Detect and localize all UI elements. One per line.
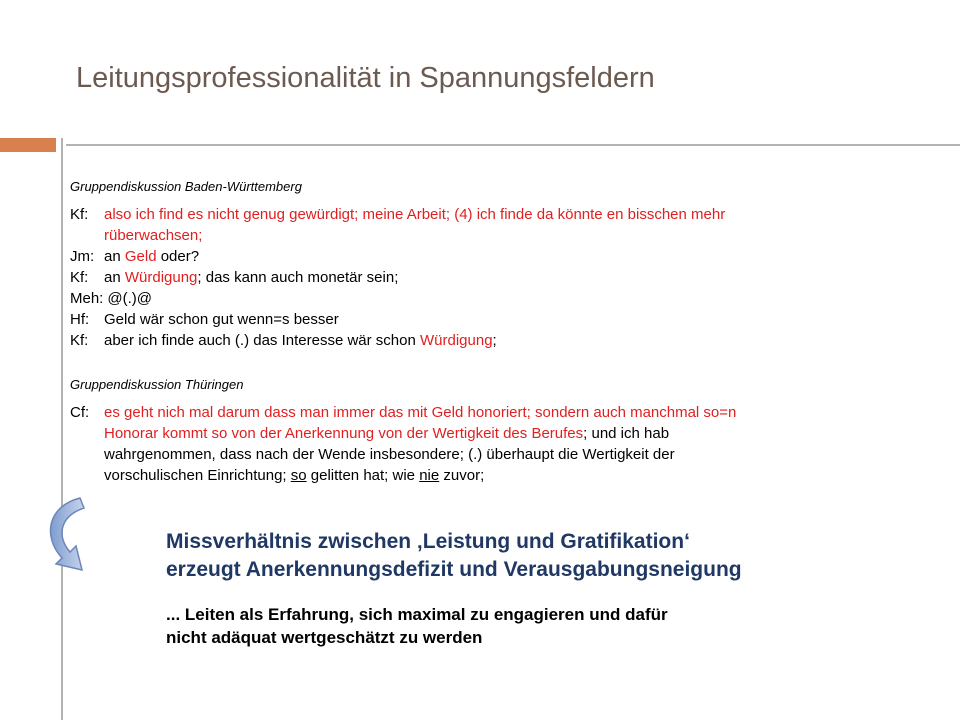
highlight-text: Würdigung bbox=[124, 269, 198, 286]
underlined-text: nie bbox=[419, 467, 440, 484]
transcript-line bbox=[70, 246, 930, 267]
transcript-line bbox=[70, 288, 930, 309]
section-heading: Gruppendiskussion Baden-Württemberg bbox=[70, 179, 302, 194]
vertical-divider bbox=[61, 138, 63, 720]
speaker-label: Kf: bbox=[70, 269, 89, 286]
quote-text: aber ich finde auch (.) das Interesse wär schon bbox=[104, 332, 420, 349]
conclusion-subtext bbox=[166, 603, 668, 649]
conclusion-line: erzeugt Anerkennungsdefizit und Verausgabungsneigung bbox=[166, 558, 742, 581]
quote-text: vorschulischen Einrichtung; bbox=[104, 467, 291, 484]
subtext-line: ... Leiten als Erfahrung, sich maximal zu engagieren und dafür bbox=[166, 605, 668, 624]
quote-text: an bbox=[104, 269, 125, 286]
conclusion-line: Missverhältnis zwischen ‚Leistung und Gratifikation‘ bbox=[166, 530, 690, 553]
quote-text: ; und ich hab bbox=[583, 425, 670, 442]
group-discussion-bw bbox=[70, 179, 930, 351]
horizontal-divider bbox=[66, 144, 960, 146]
speaker-label: Hf: bbox=[70, 311, 90, 328]
transcript-line bbox=[70, 267, 930, 288]
transcript-line bbox=[70, 309, 930, 330]
speaker-label: Kf: bbox=[70, 332, 89, 349]
quote-text-continued bbox=[70, 423, 930, 444]
highlight-text: Honorar kommt so von der Anerkennung von der Wertigkeit des Berufes bbox=[104, 425, 584, 442]
accent-bar bbox=[0, 138, 56, 152]
underlined-text: so bbox=[290, 467, 307, 484]
group-discussion-th bbox=[70, 377, 930, 486]
transcript-line bbox=[70, 330, 930, 351]
quote-text: also ich find es nicht genug gewürdigt; meine Arbeit; (4) ich finde da könnte en bisschen mehr bbox=[104, 206, 726, 223]
transcript-line bbox=[70, 204, 930, 225]
quote-text: ; bbox=[492, 332, 497, 349]
subtext-line: nicht adäquat wertgeschätzt zu werden bbox=[166, 628, 483, 647]
curved-arrow-icon bbox=[36, 492, 96, 583]
quote-text-continued: wahrgenommen, dass nach der Wende insbesondere; (.) überhaupt die Wertigkeit der bbox=[104, 446, 675, 463]
transcript-line bbox=[70, 402, 930, 423]
speaker-label: Meh: bbox=[70, 290, 104, 307]
quote-text: @(.)@ bbox=[107, 290, 152, 307]
quote-text: oder? bbox=[156, 248, 200, 265]
speaker-label: Cf: bbox=[70, 404, 90, 421]
quote-text: Geld wär schon gut wenn=s besser bbox=[104, 311, 339, 328]
highlight-text: Würdigung bbox=[420, 332, 493, 349]
highlight-text: Geld bbox=[124, 248, 157, 265]
speaker-label: Kf: bbox=[70, 206, 89, 223]
quote-text: gelitten hat; wie bbox=[306, 467, 420, 484]
speaker-label: Jm: bbox=[70, 248, 95, 265]
slide-title: Leitungsprofessionalität in Spannungsfeldern bbox=[76, 62, 655, 94]
conclusion-block bbox=[166, 528, 742, 584]
quote-text: zuvor; bbox=[439, 467, 485, 484]
quote-text: an bbox=[104, 248, 125, 265]
quote-text: es geht nich mal darum dass man immer das mit Geld honoriert; sondern auch manchmal so=n bbox=[104, 404, 737, 421]
quote-text-continued bbox=[70, 465, 930, 486]
quote-text: ; das kann auch monetär sein; bbox=[197, 269, 399, 286]
quote-text-continued: rüberwachsen; bbox=[104, 227, 203, 244]
section-heading: Gruppendiskussion Thüringen bbox=[70, 377, 244, 392]
